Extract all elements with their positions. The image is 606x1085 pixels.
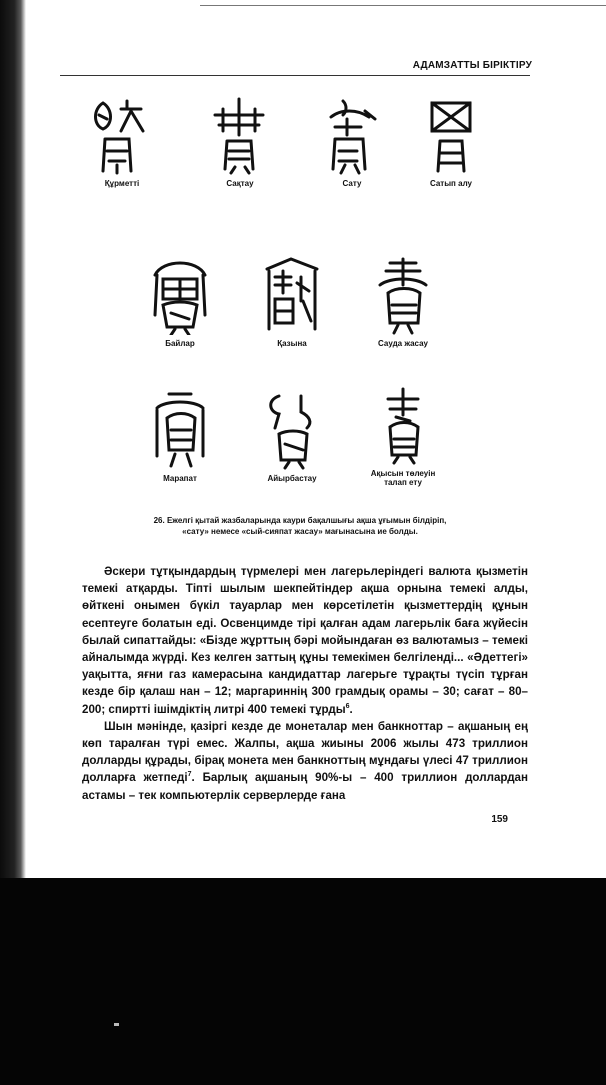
oracle-glyph-sauda-zhasau-icon [368,255,438,335]
oracle-glyph-satyp-alu-icon [416,95,486,175]
glyph-label: Сақтау [226,179,254,188]
glyph-sauda-zhasau [358,255,448,360]
oracle-glyph-kazyna-icon [257,255,327,335]
glyph-aiyrbastau [247,390,337,495]
paragraph-2-end: . Барлық ақшаның 90%-ы – 400 триллион доллардан астамы – тек компьютерлік серверлерде ғана [82,771,529,802]
running-header: АДАМЗАТТЫ БІРІКТІРУ [412,60,532,71]
glyph-kurmetti [77,95,167,200]
header-rule [60,75,530,76]
glyph-kazyna [247,255,337,360]
footnote-ref: 6 [345,702,350,710]
paragraph-2-text: Шын мәнінде, қазіргі кезде де монеталар мен банкноттар – ақшаның ең көп таралған түрі емес. Жалпы, ақша жиыны 2006 жылы 473 триллион долларды құрады, бірақ монета мен банкноттың мұндағы үлесі 47 триллион долларға жетпеді [82,719,528,785]
glyph-label: Құрметті [104,179,140,188]
caption-line-2: «сату» немесе «сый-сияпат жасау» мағынасына ие болды. [182,527,418,536]
glyph-label: Сатып алу [429,179,472,188]
glyph-label-line-2: талап ету [384,478,422,487]
glyph-marapat [135,390,225,495]
glyph-label: Сату [342,179,362,188]
caption-line-1: 26. Ежелгі қытай жазбаларында каури бақалшығы ақша ұғымын білдіріп, [153,516,447,525]
oracle-glyph-bailar-icon [145,255,215,335]
scan-left-edge [0,0,26,880]
glyph-satu [307,95,397,200]
page-number: 159 [491,814,508,825]
glyph-label-line-1: Ақысын төлеуін [370,469,436,478]
glyph-label: Марапат [163,474,197,483]
body-text [82,563,528,804]
oracle-glyph-marapat-icon [145,390,215,470]
paragraph-1-end: . [349,702,353,716]
footnote-ref: 7 [187,771,192,779]
glyph-label: Байлар [165,339,195,348]
glyph-bailar [135,255,225,360]
paragraph-1 [82,563,528,718]
glyph-saktau [195,95,285,200]
oracle-glyph-akysyn-toleuin-talap-etu-icon [368,385,438,465]
scan-dark-area [0,878,606,1085]
glyph-label: Сауда жасау [378,339,428,348]
paragraph-1-text: Әскери тұтқындардың түрмелері мен лагерьлеріндегі валюта қызметін темекі атқарды. Тіпті шылым шекпейтіндер ақша орнына темекі алды, өйткені онымен бүкіл тауарлар мен көрсетілетін қызметтердің құнын есептеуге болатын еді. Освенцимде тірі қалған адам лагерьлік баға жүйесін былай сипаттайды: «Бізде жұрттың бәрі мойындаған өз валютамыз – темекі айналымда жүрді. Кез келген заттың құны темекімен белгіленді... «Әдеттегі» уақытта, яғни газ камерасына кандидаттар лагерьге тұрақты түсіп тұрған кезде бір қалаш нан – 12; маргариннің 300 грамдық орамы – 30; сағат – 80–200; спиртті ішімдіктің литрі 400 темекі тұрды [82,565,528,716]
oracle-glyph-saktau-icon [205,95,275,175]
scan-speck [114,1023,119,1026]
glyph-label: Айырбастау [267,474,317,483]
glyph-satyp-alu [406,95,496,200]
glyph-label: Қазына [277,339,307,348]
figure-caption [90,515,510,537]
paragraph-2 [82,718,528,804]
oracle-glyph-kurmetti-icon [87,95,157,175]
oracle-glyph-aiyrbastau-icon [257,390,327,470]
oracle-glyph-satu-icon [317,95,387,175]
glyph-akysyn-toleuin-talap-etu [358,385,448,490]
book-page [60,0,530,870]
